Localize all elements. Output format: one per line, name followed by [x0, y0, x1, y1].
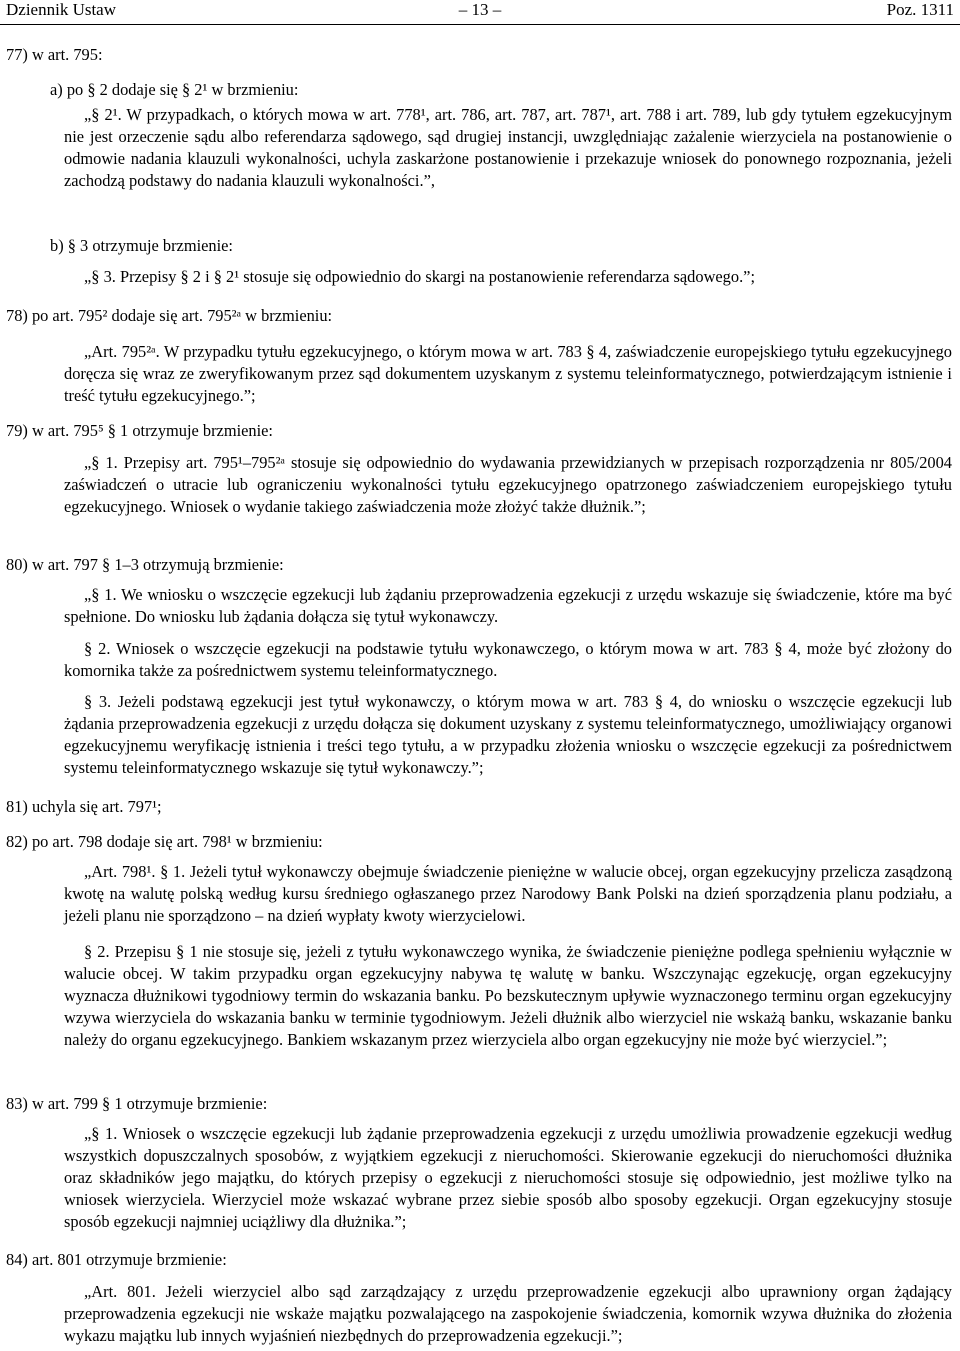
paragraph-art-801: „Art. 801. Jeżeli wierzyciel albo sąd zarządzający z urzędu przeprowadzenie egzekucji albo uprawniony organ żądający przeprowadzenia egzekucji nie wskaże majątku pozwalającego na zaspokojenie świadczenia, komornik wzywa dłużnika do złożenia wykazu majątku lub innych wyjaśnień niezbędnych do przeprowadzenia egzekucji.”;: [64, 1282, 952, 1345]
paragraph-797-3: § 3. Jeżeli podstawą egzekucji jest tytuł wykonawczy, o którym mowa w art. 783 § 4, do wniosku o wszczęcie egzekucji lub żądania przeprowadzenia egzekucji z urzędu dołącza się dokument uzyskany z systemu teleinformatycznego, umożliwiający organowi egzekucyjnemu weryfikację istnienia i treści tego tytułu, a w przypadku złożenia wniosku o wszczęcie egzekucji za pośrednictwem systemu teleinformatycznego wskazuje się tytuł wykonawczy.”;: [64, 692, 952, 777]
paragraph-art-795-2a: „Art. 795²ᵃ. W przypadku tytułu egzekucyjnego, o którym mowa w art. 783 § 4, zaświadczenie europejskiego tytułu egzekucyjnego doręcza się wraz ze zweryfikowanym przez sąd dokumentem uzyskanym z systemu teleinformatycznego, potwierdzającym istnienie i treść tytułu egzekucyjnego.”;: [64, 342, 952, 405]
paragraph-797-2: § 2. Wniosek o wszczęcie egzekucji na podstawie tytułu wykonawczego, o którym mowa w art. 783 § 4, może być złożony do komornika także za pośrednictwem systemu teleinformatycznego.: [64, 639, 952, 680]
item-81: 81) uchyla się art. 797¹;: [6, 797, 162, 816]
item-77a: a) po § 2 dodaje się § 2¹ w brzmieniu:: [50, 80, 299, 99]
paragraph-795-5: „§ 1. Przepisy art. 795¹–795²ᵃ stosuje się odpowiednio do wydawania przewidzianych w przepisach rozporządzenia nr 805/2004 zaświadczeń o utracie lub ograniczeniu wykonalności tytułu egzekucyjnego opatrzonego zaświadczeniem europejskiego tytułu egzekucyjnego. Wniosek o wydanie takiego zaświadczenia może złożyć także dłużnik.”;: [64, 453, 952, 516]
paragraph-art-798-1: „Art. 798¹. § 1. Jeżeli tytuł wykonawczy obejmuje świadczenie pieniężne w walucie obcej, organ egzekucyjny przelicza zasądzoną kwotę na walutę polską według kursu średniego ogłaszanego przez Narodowy Bank Polski na dzień sporządzenia planu podziału, a jeżeli planu nie sporządzono – na dzień wypłaty kwoty wierzycielowi.: [64, 862, 952, 925]
item-77b: b) § 3 otrzymuje brzmienie:: [50, 236, 233, 255]
paragraph-799-1: „§ 1. Wniosek o wszczęcie egzekucji lub żądanie przeprowadzenia egzekucji z urzędu umożliwia prowadzenie egzekucji według wszystkich dopuszczalnych sposobów, z wyjątkiem egzekucji z nieruchomości. Skierowanie egzekucji do nieruchomości dłużnika oraz składników jego majątku, do których przepisy o egzekucji z nieruchomości stosuje się odpowiednio, jest możliwe tylko na wniosek wierzyciela. Wierzyciel może wskazać wybrane przez siebie sposób albo sposoby egzekucji. Organ egzekucyjny stosuje sposób egzekucji najmniej uciążliwy dla dłużnika.”;: [64, 1124, 952, 1231]
paragraph-3: „§ 3. Przepisy § 2 i § 2¹ stosuje się odpowiednio do skargi na postanowienie referendarza sądowego.”;: [84, 267, 755, 286]
item-83: 83) w art. 799 § 1 otrzymuje brzmienie:: [6, 1094, 268, 1113]
item-84: 84) art. 801 otrzymuje brzmienie:: [6, 1250, 227, 1269]
paragraph-798-1-2: § 2. Przepisu § 1 nie stosuje się, jeżeli z tytułu wykonawczego wynika, że świadczenie pieniężne podlega spełnieniu wyłącznie w walucie obcej. W takim przypadku organ egzekucyjny nabywa tę walutę w banku. Wszczynając egzekucję, organ egzekucyjny wyznacza dłużnikowi tygodniowy termin do wskazania banku. Po bezskutecznym upływie wyznaczonego terminu organ egzekucyjny wzywa wierzyciela do wskazania banku w terminie tygodniowym. Jeżeli dłużnik albo wierzyciel nie wskażą banku, wskazanie banku należy do organu egzekucyjnego. Bankiem wskazanym przez wierzyciela albo organ egzekucyjny nie może być wierzyciel.”;: [64, 942, 952, 1049]
page-number: – 13 –: [458, 0, 502, 19]
item-77: 77) w art. 795:: [6, 45, 103, 64]
paragraph-797-1: „§ 1. We wniosku o wszczęcie egzekucji lub żądaniu przeprowadzenia egzekucji z urzędu wskazuje się świadczenie, które ma być spełnione. Do wniosku lub żądania dołącza się tytuł wykonawczy.: [64, 585, 952, 626]
paragraph-2-1: „§ 2¹. W przypadkach, o których mowa w art. 778¹, art. 786, art. 787, art. 787¹, art. 788 i art. 789, lub gdy tytułem egzekucyjnym nie jest orzeczenie sądu albo referendarza sądowego, sąd drugiej instancji, uwzględniając zażalenie wierzyciela na postanowienie o odmowie nadania klauzuli wykonalności, uchyla zaskarżone postanowienie i przekazuje wniosek do ponownego rozpoznania, jeżeli zachodzą podstawy do nadania klauzuli wykonalności.”,: [64, 105, 952, 190]
item-78: 78) po art. 795² dodaje się art. 795²ᵃ w brzmieniu:: [6, 306, 333, 325]
item-79: 79) w art. 795⁵ § 1 otrzymuje brzmienie:: [6, 421, 273, 440]
item-80: 80) w art. 797 § 1–3 otrzymują brzmienie:: [6, 555, 284, 574]
item-82: 82) po art. 798 dodaje się art. 798¹ w brzmieniu:: [6, 832, 323, 851]
journal-title: Dziennik Ustaw: [6, 0, 117, 19]
position-number: Poz. 1311: [886, 0, 954, 19]
header-divider: [0, 24, 960, 25]
